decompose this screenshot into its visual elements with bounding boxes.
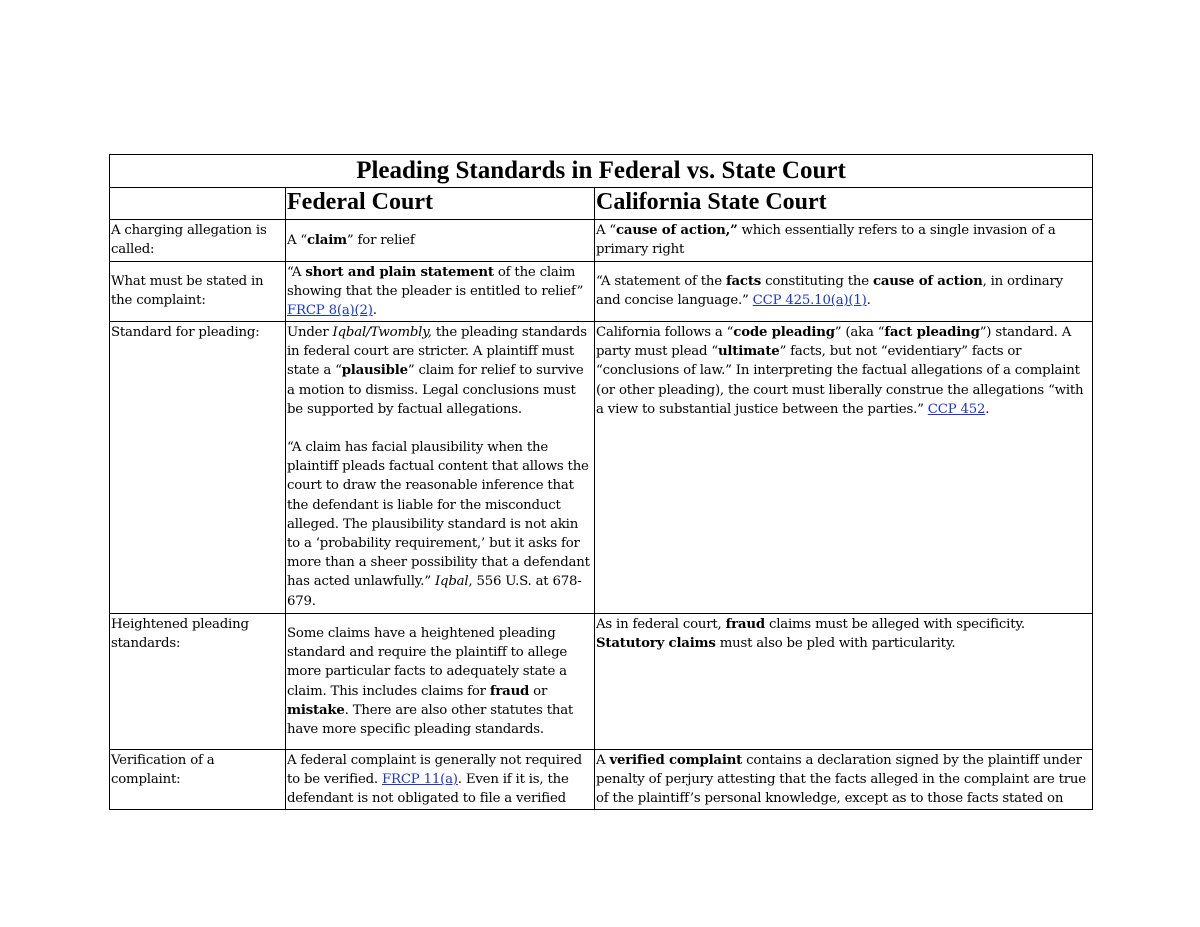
state-complaint-cell bbox=[595, 262, 1093, 322]
text: the pleading standards in federal court are stricter. A plaintiff must state a “ bbox=[287, 325, 587, 379]
federal-verification-text bbox=[287, 751, 593, 809]
bold-fraud: fraud bbox=[725, 617, 765, 632]
federal-court-header: Federal Court bbox=[286, 188, 595, 220]
text: claims must be alleged with specificity. bbox=[764, 617, 1025, 632]
row-label-charging: A charging allegation is called: bbox=[110, 220, 286, 262]
column-header-row bbox=[110, 188, 1093, 220]
bold-ultimate: ultimate bbox=[717, 344, 780, 360]
text: A federal complaint is generally not required to be verified. bbox=[287, 753, 582, 788]
text: , in ordinary and concise language.” bbox=[596, 274, 1063, 309]
text: ” (aka “ bbox=[834, 325, 885, 340]
bold-fraud: fraud bbox=[489, 683, 530, 699]
bold-cause-of-action: cause of action,” bbox=[616, 223, 738, 238]
text: , 556 U.S. at 678-679. bbox=[287, 574, 582, 609]
bold-cause-of-action: cause of action bbox=[872, 274, 983, 289]
ccp-452-link[interactable]: CCP 452 bbox=[927, 401, 986, 417]
paragraph-gap bbox=[287, 419, 593, 438]
federal-charging-cell bbox=[286, 220, 595, 262]
text: “A claim has facial plausibility when the plaintiff pleads factual content that allows the court to draw the reasonable inference that the defendant is liable for the misconduct alleged. The plausibility standard is not akin to a ‘probability requirement,’ but it asks for more than a sheer possibility that a defendant has acted unlawfully.” bbox=[287, 440, 590, 590]
text: As in federal court, bbox=[596, 617, 726, 632]
text: constituting the bbox=[761, 274, 873, 289]
text: ” for relief bbox=[346, 233, 415, 249]
bold-fact-pleading: fact pleading bbox=[884, 325, 980, 340]
bold-claim: claim bbox=[307, 233, 347, 249]
header-empty-cell bbox=[110, 188, 286, 220]
text: of the claim showing that the pleader is entitled to relief” bbox=[287, 265, 584, 300]
text: ” claim for relief to survive a motion to dismiss. Legal conclusions must be supported by factual allegations. bbox=[287, 363, 584, 417]
text: contains a declaration signed by the plaintiff under penalty of perjury attesting that the facts alleged in the complaint are true of the plaintiff’s personal knowledge, except as to those facts stated on bbox=[596, 753, 1086, 807]
text: which essentially refers to a single invasion of a primary right bbox=[596, 223, 1056, 258]
bold-mistake: mistake bbox=[287, 702, 345, 718]
text: or bbox=[529, 683, 548, 699]
text: A bbox=[596, 753, 610, 768]
text: Some claims have a heightened pleading standard and require the plaintiff to allege more particular facts to adequately state a claim. This includes claims for bbox=[287, 626, 568, 699]
state-verification-cell bbox=[595, 750, 1093, 810]
row-label-standard: Standard for pleading: bbox=[110, 322, 286, 614]
state-verification-text bbox=[596, 751, 1091, 809]
table-title: Pleading Standards in Federal vs. State Court bbox=[110, 155, 1093, 188]
table-row-heightened bbox=[110, 614, 1093, 750]
pleading-standards-table bbox=[109, 154, 1093, 810]
row-label-complaint: What must be stated in the complaint: bbox=[110, 262, 286, 322]
text: Under bbox=[287, 325, 333, 340]
row-label-verification-text: Verification of a complaint: bbox=[111, 753, 215, 788]
text: must also be pled with particularity. bbox=[715, 636, 956, 652]
bold-facts: facts bbox=[726, 274, 762, 289]
text: “A statement of the bbox=[596, 274, 726, 289]
text: ”) standard. A party must plead “ bbox=[596, 325, 1072, 360]
text: . Even if it is, the defendant is not obligated to file a verified bbox=[287, 772, 569, 807]
bold-verified-complaint: verified complaint bbox=[609, 753, 743, 768]
text: “A bbox=[287, 265, 306, 280]
row-label-verification bbox=[110, 750, 286, 810]
federal-standard-cell bbox=[286, 322, 595, 614]
table-row-standard bbox=[110, 322, 1093, 614]
state-charging-cell bbox=[595, 220, 1093, 262]
bold-short-plain: short and plain statement bbox=[305, 265, 494, 280]
federal-verification-cell bbox=[286, 750, 595, 810]
frcp-8a2-link[interactable]: FRCP 8(a)(2) bbox=[287, 303, 373, 319]
row-label-heightened: Heightened pleading standards: bbox=[110, 614, 286, 750]
bold-code-pleading: code pleading bbox=[733, 325, 835, 340]
case-name-iqbal-twombly: Iqbal/Twombly, bbox=[332, 325, 432, 340]
text: A “ bbox=[287, 233, 308, 249]
text: . bbox=[372, 303, 377, 319]
bold-plausible: plausible bbox=[341, 363, 408, 379]
state-heightened-cell bbox=[595, 614, 1093, 750]
table-row-verification bbox=[110, 750, 1093, 810]
text: . There are also other statutes that have more specific pleading standards. bbox=[287, 702, 574, 738]
bold-statutory-claims: Statutory claims bbox=[596, 636, 716, 652]
ccp-425-link[interactable]: CCP 425.10(a)(1) bbox=[752, 293, 867, 309]
federal-complaint-cell bbox=[286, 262, 595, 322]
title-row bbox=[110, 155, 1093, 188]
text: . bbox=[985, 401, 990, 417]
table-row-charging bbox=[110, 220, 1093, 262]
table-row-complaint bbox=[110, 262, 1093, 322]
text: . bbox=[866, 293, 871, 309]
text: California follows a “ bbox=[596, 325, 734, 340]
frcp-11a-link[interactable]: FRCP 11(a) bbox=[381, 772, 458, 788]
state-standard-cell bbox=[595, 322, 1093, 614]
state-court-header: California State Court bbox=[595, 188, 1093, 220]
text: A “ bbox=[596, 223, 617, 238]
case-name-iqbal: Iqbal bbox=[434, 574, 469, 590]
federal-heightened-cell bbox=[286, 614, 595, 750]
text: ” facts, but not “evidentiary” facts or “conclusions of law.” In interpreting the factual allegations of a complaint (or other pleading), the court must liberally construe the allegations “with a view to substantial justice between the parties.” bbox=[596, 344, 1084, 417]
